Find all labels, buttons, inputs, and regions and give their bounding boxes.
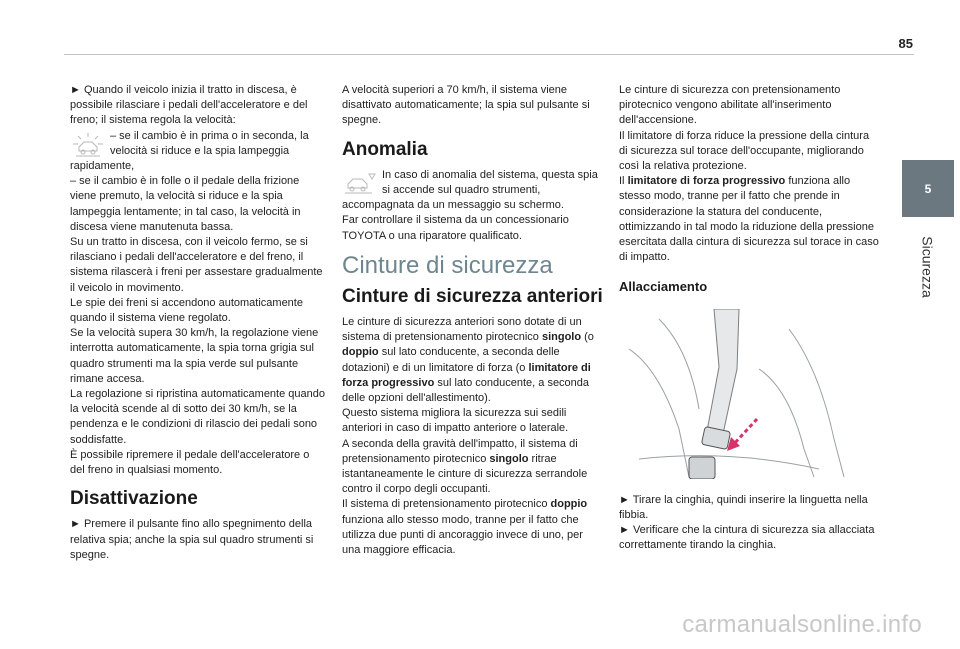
page-number: 85 [898,36,913,51]
watermark: carmanualsonline.info [682,611,922,638]
column-2 [342,83,604,558]
bold-text: doppio [550,498,588,511]
paragraph: ► Tirare la cinghia, quindi inserire la linguetta nella fibbia. [619,493,868,521]
chapter-label-text: Sicurezza [920,236,936,298]
header-rule [64,54,914,55]
paragraph [342,497,604,558]
text: Le cinture di sicurezza anteriori sono dotate di un sistema di pretensionamento pirotecnico [342,316,582,344]
paragraph: ► Verificare che la cintura di sicurezza sia allacciata correttamente tirando la cinghia. [619,524,875,552]
text: sul lato conducente, a seconda delle opzioni dell'allestimento). [342,376,590,405]
column-3 [619,83,879,553]
paragraph: ► Premere il pulsante fino allo spegnimento della relativa spia; anche la spia sul quadro strumenti si spegne. [70,518,314,561]
bold-text: limitatore di forza progressivo [342,361,591,389]
paragraph: – se il cambio è in folle o il pedale della frizione viene premuto, la velocità si riduce e la spia lampeggia lentamente; in tal caso, la velocità in discesa viene manutenuta bassa. [70,175,301,233]
paragraph: È possibile ripremere il pedale dell'acceleratore o del freno in qualsiasi momento. [70,448,310,477]
text: Il [619,175,628,188]
warning-light-icon [70,131,106,159]
text: Il sistema di pretensionamento pirotecnico [342,498,551,511]
heading-allacciamento: Allacciamento [619,279,708,295]
paragraph [342,315,604,406]
bold-text: singolo [541,331,582,344]
seatbelt-illustration [619,309,863,479]
text: sul lato conducente, a seconda delle dotazioni) e di un limitatore di forza (o [342,346,560,374]
paragraph: Questo sistema migliora la sicurezza sui sedili anteriori in caso di impatto anteriore o laterale. [342,407,569,435]
paragraph [619,174,879,265]
paragraph: Il limitatore di forza riduce la pressione della cintura di sicurezza sul torace dell'occupante, migliorando così la relativa protezione. [619,129,870,173]
column-1 [70,83,326,563]
heading-anomalia: Anomalia [342,138,428,160]
paragraph: Se la velocità supera 30 km/h, la regolazione viene interrotta automaticamente, la spia torna grigia sul quadro strumenti ma la spia verde sul pulsante rimane accesa. [70,327,319,385]
paragraph: A velocità superiori a 70 km/h, il sistema viene disattivato automaticamente; la spia sul pulsante si spegne. [342,84,590,127]
bold-text: limitatore di forza progressivo [627,175,786,188]
heading-cinture: Cinture di sicurezza [342,251,553,279]
paragraph: – se il cambio è in prima o in seconda, la velocità si riduce e la spia lampeggia rapidamente, [70,129,309,173]
heading-cinture-anteriori: Cinture di sicurezza anteriori [342,286,603,308]
paragraph: Far controllare il sistema da un concessionario TOYOTA o una riparatore qualificato. [342,214,569,242]
chapter-label [904,232,952,302]
paragraph: In caso di anomalia del sistema, questa spia si accende sul quadro strumenti, accompagnata da un messaggio su schermo. [342,168,598,212]
paragraph: Su un tratto in discesa, con il veicolo fermo, se si rilasciano i pedali dell'acceleratore e del freno, il sistema rilascerà i freni per assestare gradualmente il veicolo in movimento. [70,236,323,294]
text: funziona allo stesso modo, tranne per il fatto che utilizza due punti di ancoraggio invece di uno, per una maggiore efficacia. [342,513,583,557]
paragraph [342,437,604,498]
paragraph: Le spie dei freni si accendono automaticamente quando il sistema viene regolato. [70,296,303,325]
text: ritrae istantaneamente le cinture di sicurezza serrandole contro il corpo degli occupanti. [342,452,588,496]
fault-light-icon [342,170,378,198]
paragraph: ► Quando il veicolo inizia il tratto in discesa, è possibile rilasciare i pedali dell'acceleratore e del freno; il sistema regola la velocità: [70,84,308,127]
text: funziona allo stesso modo, tranne per il fatto che prende in considerazione la statura del conducente, ottimizzando in tal modo la riduzione della pressione esercitata dalla cintura di sicurezza sul torace in caso di impatto. [619,175,879,264]
heading-disattivazione: Disattivazione [70,488,198,510]
chapter-tab[interactable]: 5 [902,160,954,217]
text: A seconda della gravità dell'impatto, il sistema di pretensionamento pirotecnico [342,437,578,465]
paragraph: La regolazione si ripristina automaticamente quando la velocità scende al di sotto dei 30 km/h, se la pendenza e le condizioni di rilascio dei pedali sono soddisfatte. [70,388,325,446]
text: (o [581,331,594,344]
bold-text: doppio [342,346,379,359]
paragraph: Le cinture di sicurezza con pretensionamento pirotecnico vengono abilitate all'inserimento dell'accensione. [619,84,841,127]
insert-arrow-icon [727,419,757,451]
bold-text: singolo [489,452,529,465]
